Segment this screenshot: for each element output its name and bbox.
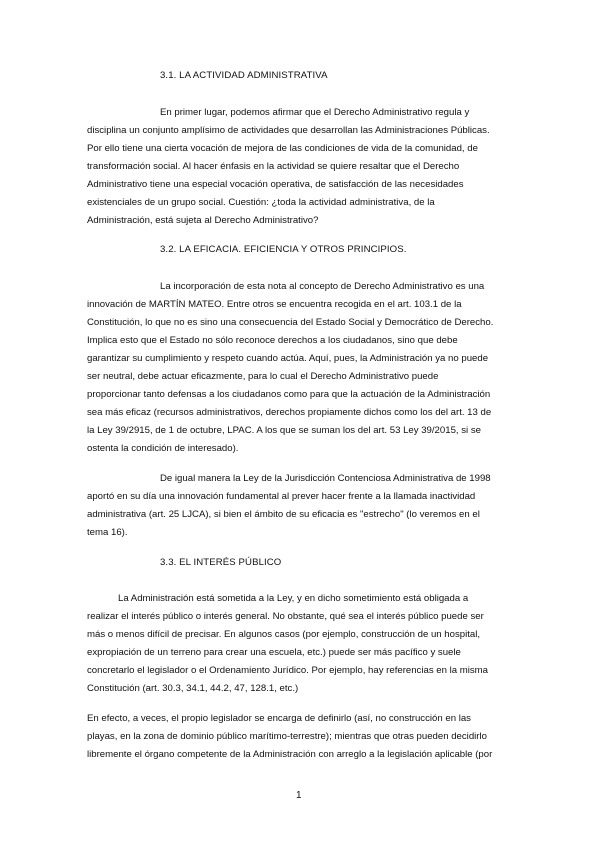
- paragraph-line: existenciales de un grupo social. Cuestión: ¿toda la actividad administrativa, de la: [87, 197, 435, 208]
- paragraph-line: más o menos difícil de precisar. En algunos casos (por ejemplo, construcción de un hospital,: [87, 629, 481, 640]
- paragraph-line: la Ley 39/2915, de 1 de octubre, LPAC. A los que se suman los del art. 53 Ley 39/2015, si se: [87, 425, 481, 436]
- paragraph-line: garantizar su cumplimiento y respeto cuando actúa. Aquí, pues, la Administración ya no puede: [87, 353, 489, 364]
- paragraph-line: De igual manera la Ley de la Jurisdicción Contenciosa Administrativa de 1998: [160, 473, 491, 484]
- paragraph-line: aportó en su día una innovación fundamental al prever hacer frente a la llamada inactividad: [87, 491, 476, 502]
- paragraph-line: Por ello tiene una cierta vocación de mejora de las condiciones de vida de la comunidad, de: [87, 143, 478, 154]
- paragraph-line: En primer lugar, podemos afirmar que el Derecho Administrativo regula y: [160, 107, 470, 118]
- section-heading-3-3: 3.3. EL INTERÉS PÚBLICO: [160, 557, 282, 568]
- paragraph-line: ser neutral, debe actuar eficazmente, para lo cual el Derecho Administrativo puede: [87, 371, 439, 382]
- paragraph-line: playas, en la zona de dominio público marítimo-terrestre); mientras que otras pueden decidirlo: [87, 731, 487, 742]
- paragraph-line: La Administración está sometida a la Ley, y en dicho sometimiento está obligada a: [118, 593, 469, 604]
- paragraph-line: sea más eficaz (recursos administrativos, derechos propiamente dichos como los del art. 13 de: [87, 407, 492, 418]
- paragraph-line: ostenta la condición de interesado).: [87, 443, 239, 454]
- paragraph-line: disciplina un conjunto amplísimo de actividades que desarrollan las Administraciones Públicas.: [87, 125, 490, 136]
- paragraph-line: libremente el órgano competente de la Administración con arreglo a la legislación aplicable (por: [87, 749, 493, 760]
- paragraph-line: Administración, está sujeta al Derecho Administrativo?: [87, 215, 319, 226]
- paragraph-line: expropiación de un terreno para crear una escuela, etc.) puede ser más pacífico y suele: [87, 647, 461, 658]
- paragraph-line: Implica esto que el Estado no sólo reconoce derechos a los ciudadanos, sino que debe: [87, 335, 458, 346]
- paragraph-line: tema 16).: [87, 527, 128, 538]
- paragraph-line: Constitución (art. 30.3, 34.1, 44.2, 47, 128.1, etc.): [87, 683, 299, 694]
- paragraph-line: proporcionar tanto defensas a los ciudadanos como para que la actuación de la Administración: [87, 389, 491, 400]
- paragraph-line: La incorporación de esta nota al concepto de Derecho Administrativo es una: [160, 281, 485, 292]
- paragraph-line: administrativa (art. 25 LJCA), si bien el ámbito de su eficacia es "estrecho" (lo veremos en el: [87, 509, 480, 520]
- paragraph-line: En efecto, a veces, el propio legislador se encarga de definirlo (así, no construcción en las: [87, 713, 471, 724]
- paragraph-line: realizar el interés público o interés general. No obstante, qué sea el interés público puede ser: [87, 611, 484, 622]
- section-heading-3-1: 3.1. LA ACTIVIDAD ADMINISTRATIVA: [160, 70, 328, 81]
- paragraph-line: transformación social. Al hacer énfasis en la actividad se quiere resaltar que el Derecho: [87, 161, 460, 172]
- paragraph-line: Administrativo tiene una especial vocación operativa, de satisfacción de las necesidades: [87, 179, 464, 190]
- page-number: 1: [296, 790, 302, 801]
- paragraph-line: concretarlo el legislador o el Ordenamiento Jurídico. Por ejemplo, hay referencias en la misma: [87, 665, 488, 676]
- paragraph-line: Constitución, lo que no es sino una consecuencia del Estado Social y Democrático de Derecho.: [87, 317, 494, 328]
- section-heading-3-2: 3.2. LA EFICACIA. EFICIENCIA Y OTROS PRINCIPIOS.: [160, 244, 407, 255]
- paragraph-line: innovación de MARTÍN MATEO. Entre otros se encuentra recogida en el art. 103.1 de la: [87, 299, 462, 310]
